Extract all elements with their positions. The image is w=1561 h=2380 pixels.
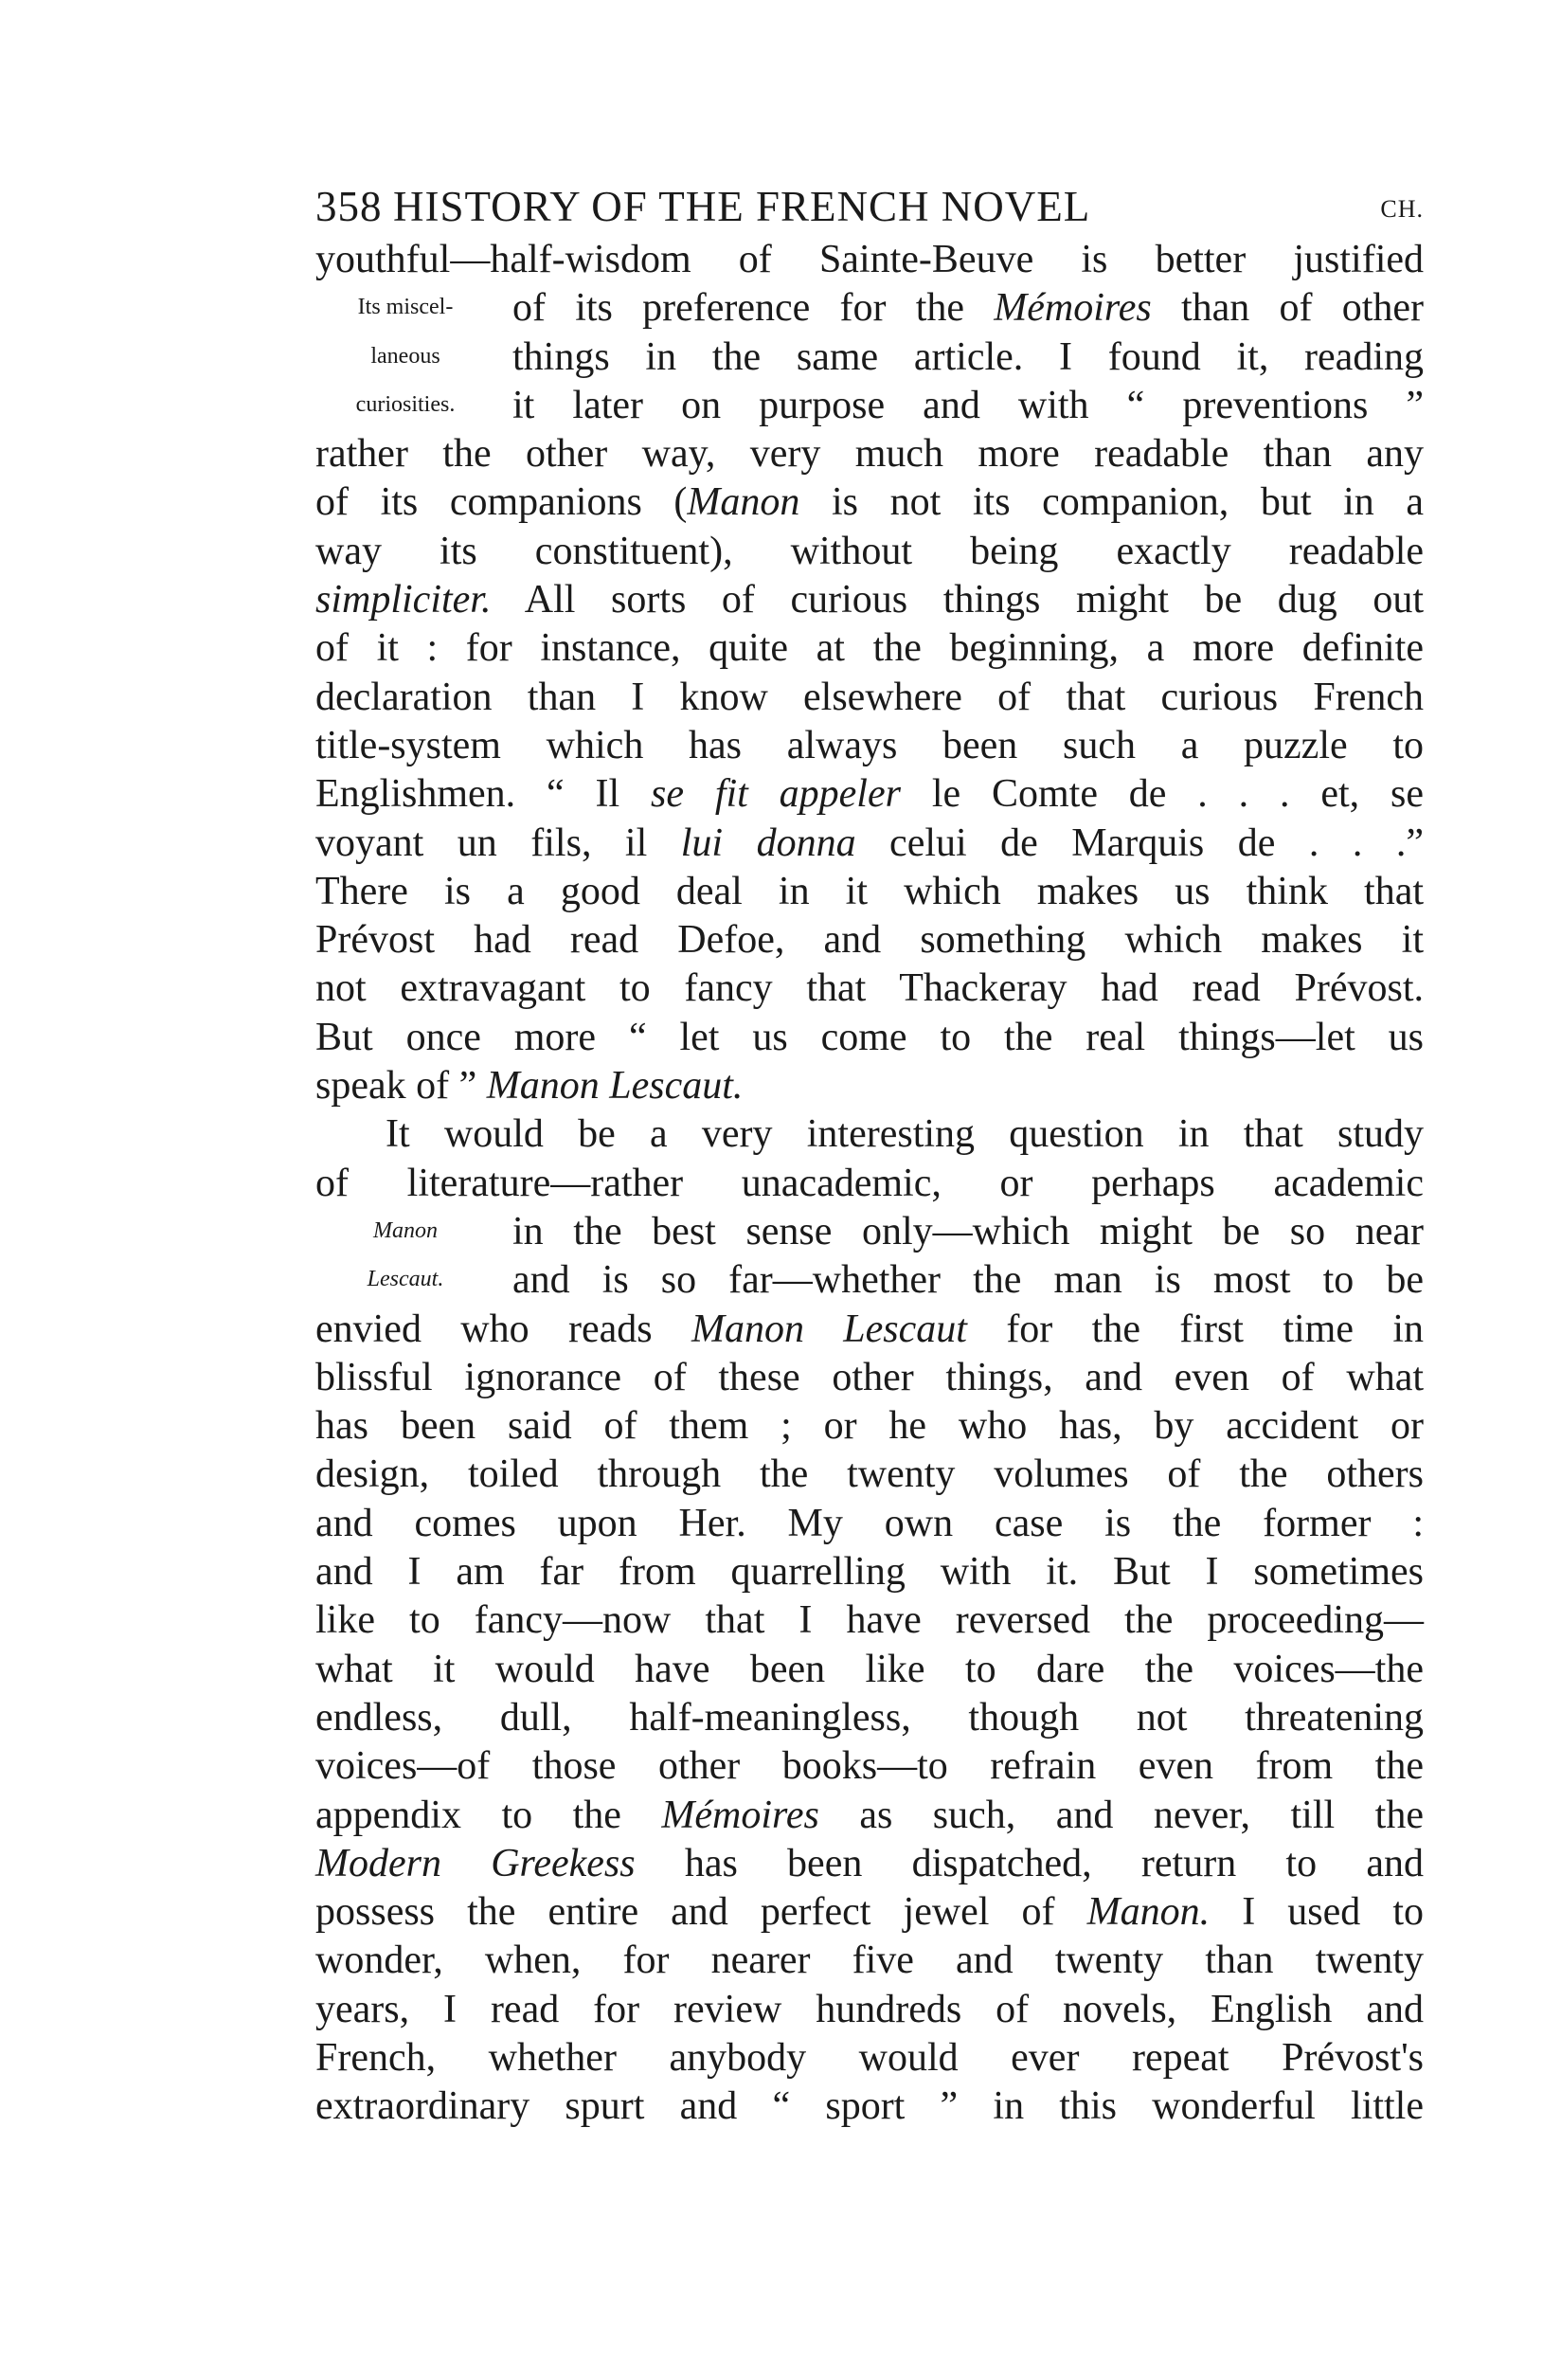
italic-text: Mémoires <box>994 286 1152 331</box>
text-line <box>315 1694 1424 1742</box>
text-segment: like to fancy—now that I have reversed the proceeding— <box>315 1598 1424 1643</box>
text-line <box>315 1888 1424 1937</box>
text-line <box>315 1306 1424 1354</box>
line-text <box>315 2082 1424 2131</box>
text-line <box>315 382 1424 430</box>
text-segment: le Comte de . . . et, se <box>900 772 1424 817</box>
text-segment: has been dispatched, return to and <box>635 1841 1424 1885</box>
text-segment: of it : for instance, quite at the beginning, a more definite <box>315 626 1424 671</box>
line-text <box>315 1062 1424 1110</box>
text-segment: in the best sense only—which might be so near <box>512 1209 1424 1253</box>
line-text <box>315 1937 1424 1985</box>
italic-text: Manon <box>687 480 800 525</box>
line-text <box>315 1792 1424 1840</box>
line-text <box>315 965 1424 1013</box>
text-segment: what it would have been like to dare the voices—the <box>315 1647 1424 1691</box>
text-line <box>315 1840 1424 1888</box>
text-line <box>315 1792 1424 1840</box>
text-segment: I used to <box>1210 1890 1424 1935</box>
text-segment: things in the same article. I found it, reading <box>512 334 1424 379</box>
text-line <box>315 965 1424 1013</box>
text-line <box>315 820 1424 868</box>
line-text <box>315 1014 1424 1062</box>
italic-text: Manon Lescaut <box>691 1307 967 1351</box>
text-segment: youthful—half-wisdom of Sainte-Beuve is better justified <box>315 238 1424 281</box>
line-text <box>315 820 1424 868</box>
marginal-note: laneous <box>370 343 440 369</box>
line-text <box>315 236 1424 284</box>
line-text <box>315 528 1424 576</box>
line-text <box>315 1548 1424 1596</box>
text-segment: for the first time in <box>966 1307 1424 1351</box>
text-line <box>315 1986 1424 2034</box>
line-text <box>315 1888 1424 1937</box>
text-line <box>315 1160 1424 1208</box>
text-segment: It would be a very interesting question in that study <box>386 1112 1424 1157</box>
text-line <box>315 1548 1424 1596</box>
text-line <box>315 1062 1424 1110</box>
text-segment: envied who reads <box>315 1307 691 1351</box>
text-segment: voices—of those other books—to refrain even from the <box>315 1744 1424 1789</box>
chapter-abbrev: CH. <box>1380 195 1424 223</box>
text-line <box>315 2034 1424 2082</box>
text-line <box>315 334 1424 382</box>
marginal-note: curiosities. <box>355 391 456 417</box>
text-segment: possess the entire and perfect jewel of <box>315 1890 1087 1935</box>
text-line <box>315 1500 1424 1548</box>
line-text <box>315 1596 1424 1645</box>
line-text <box>315 1646 1424 1694</box>
line-text <box>315 430 1424 478</box>
text-segment: way its constituent), without being exactly readable <box>315 529 1424 573</box>
text-segment: title-system which has always been such a puzzle to <box>315 723 1424 767</box>
text-segment: years, I read for review hundreds of novels, English and <box>315 1987 1424 2031</box>
text-segment: of its companions ( <box>315 480 688 525</box>
text-line <box>315 1256 1424 1305</box>
text-line <box>315 1742 1424 1791</box>
line-text <box>315 1840 1424 1888</box>
running-header <box>315 182 1424 239</box>
line-text <box>315 1110 1424 1159</box>
text-segment: and I am far from quarrelling with it. But I sometimes <box>315 1550 1424 1595</box>
line-text <box>512 1256 1424 1305</box>
line-text <box>315 1402 1424 1451</box>
text-segment: All sorts of curious things might be dug out <box>491 578 1424 622</box>
text-line <box>315 478 1424 527</box>
italic-text: Manon. <box>1086 1890 1211 1935</box>
line-text <box>512 334 1424 382</box>
text-line <box>315 1937 1424 1985</box>
line-text <box>315 1306 1424 1354</box>
text-segment: than of other <box>1151 286 1424 331</box>
marginal-note: Lescaut. <box>367 1267 444 1292</box>
text-segment: of its preference for the <box>512 286 995 331</box>
text-line <box>315 624 1424 673</box>
text-line <box>315 1596 1424 1645</box>
line-text <box>315 1500 1424 1548</box>
italic-text: simpliciter. <box>315 578 492 622</box>
text-segment: as such, and never, till the <box>818 1793 1424 1837</box>
italic-text: Mémoires <box>661 1793 819 1837</box>
text-segment: Englishmen. “ Il <box>315 772 651 817</box>
text-line <box>315 236 1424 284</box>
text-segment: of literature—rather unacademic, or perhaps academic <box>315 1161 1424 1205</box>
line-text <box>315 674 1424 722</box>
text-segment: extraordinary spurt and “ sport ” in this wonderful little <box>315 2084 1424 2129</box>
line-text <box>315 770 1424 819</box>
text-segment: French, whether anybody would ever repeat Prévost's <box>315 2035 1424 2080</box>
text-segment: blissful ignorance of these other things, and even of what <box>315 1355 1424 1399</box>
line-text <box>315 624 1424 673</box>
text-segment: not extravagant to fancy that Thackeray had read Prévost. <box>315 966 1424 1011</box>
line-text <box>315 1694 1424 1742</box>
text-segment: rather the other way, very much more readable than any <box>315 432 1424 477</box>
line-text <box>315 478 1424 527</box>
line-text <box>315 1742 1424 1791</box>
text-segment: design, toiled through the twenty volumes of the others <box>315 1452 1424 1497</box>
text-line <box>315 770 1424 819</box>
text-line <box>315 868 1424 916</box>
text-segment: and comes upon Her. My own case is the former : <box>315 1501 1424 1545</box>
line-text <box>315 916 1424 965</box>
text-line <box>315 1354 1424 1402</box>
italic-text: lui donna <box>680 820 856 865</box>
line-text <box>315 2034 1424 2082</box>
text-segment: and is so far—whether the man is most to be <box>512 1258 1424 1303</box>
text-segment: speak of ” <box>315 1064 487 1109</box>
line-text <box>315 1354 1424 1402</box>
marginal-note: Its miscel- <box>357 295 454 320</box>
line-text <box>315 1160 1424 1208</box>
italic-text: se fit appeler <box>650 772 901 817</box>
text-segment: voyant un fils, il <box>315 820 681 865</box>
text-line <box>315 2082 1424 2131</box>
running-title: HISTORY OF THE FRENCH NOVEL <box>393 183 1091 230</box>
text-segment: has been said of them ; or he who has, by accident or <box>315 1404 1424 1449</box>
text-line <box>315 1014 1424 1062</box>
text-segment: But once more “ let us come to the real things—let us <box>315 1015 1424 1059</box>
text-line <box>315 430 1424 478</box>
line-text <box>315 722 1424 770</box>
body-text <box>315 236 1424 2132</box>
italic-text: Modern Greekess <box>315 1841 636 1885</box>
text-line <box>315 1646 1424 1694</box>
text-line <box>315 674 1424 722</box>
text-segment: endless, dull, half-meaningless, though not threatening <box>315 1695 1424 1740</box>
text-segment: celui de Marquis de . . .” <box>855 820 1424 865</box>
text-line <box>315 722 1424 770</box>
italic-text: Manon Lescaut. <box>486 1064 744 1109</box>
text-line <box>315 1208 1424 1256</box>
text-line <box>315 1110 1424 1159</box>
line-text <box>512 1208 1424 1256</box>
text-line <box>315 916 1424 965</box>
text-line <box>315 1402 1424 1451</box>
line-text <box>315 868 1424 916</box>
text-segment: Prévost had read Defoe, and something which makes it <box>315 918 1424 963</box>
text-line <box>315 284 1424 333</box>
text-segment: it later on purpose and with “ preventions ” <box>512 383 1424 427</box>
text-segment: There is a good deal in it which makes us think that <box>315 869 1424 913</box>
page-number: 358 <box>315 183 383 230</box>
line-text <box>315 1451 1424 1499</box>
text-segment: appendix to the <box>315 1793 662 1837</box>
marginal-note: Manon <box>373 1217 438 1243</box>
line-text <box>512 382 1424 430</box>
text-segment: is not its companion, but in a <box>799 480 1425 525</box>
line-text <box>512 284 1424 333</box>
text-line <box>315 1451 1424 1499</box>
line-text <box>315 576 1424 624</box>
text-segment: wonder, when, for nearer five and twenty than twenty <box>315 1938 1424 1983</box>
text-segment: declaration than I know elsewhere of that curious French <box>315 675 1424 719</box>
text-line <box>315 528 1424 576</box>
line-text <box>315 1986 1424 2034</box>
text-line <box>315 576 1424 624</box>
